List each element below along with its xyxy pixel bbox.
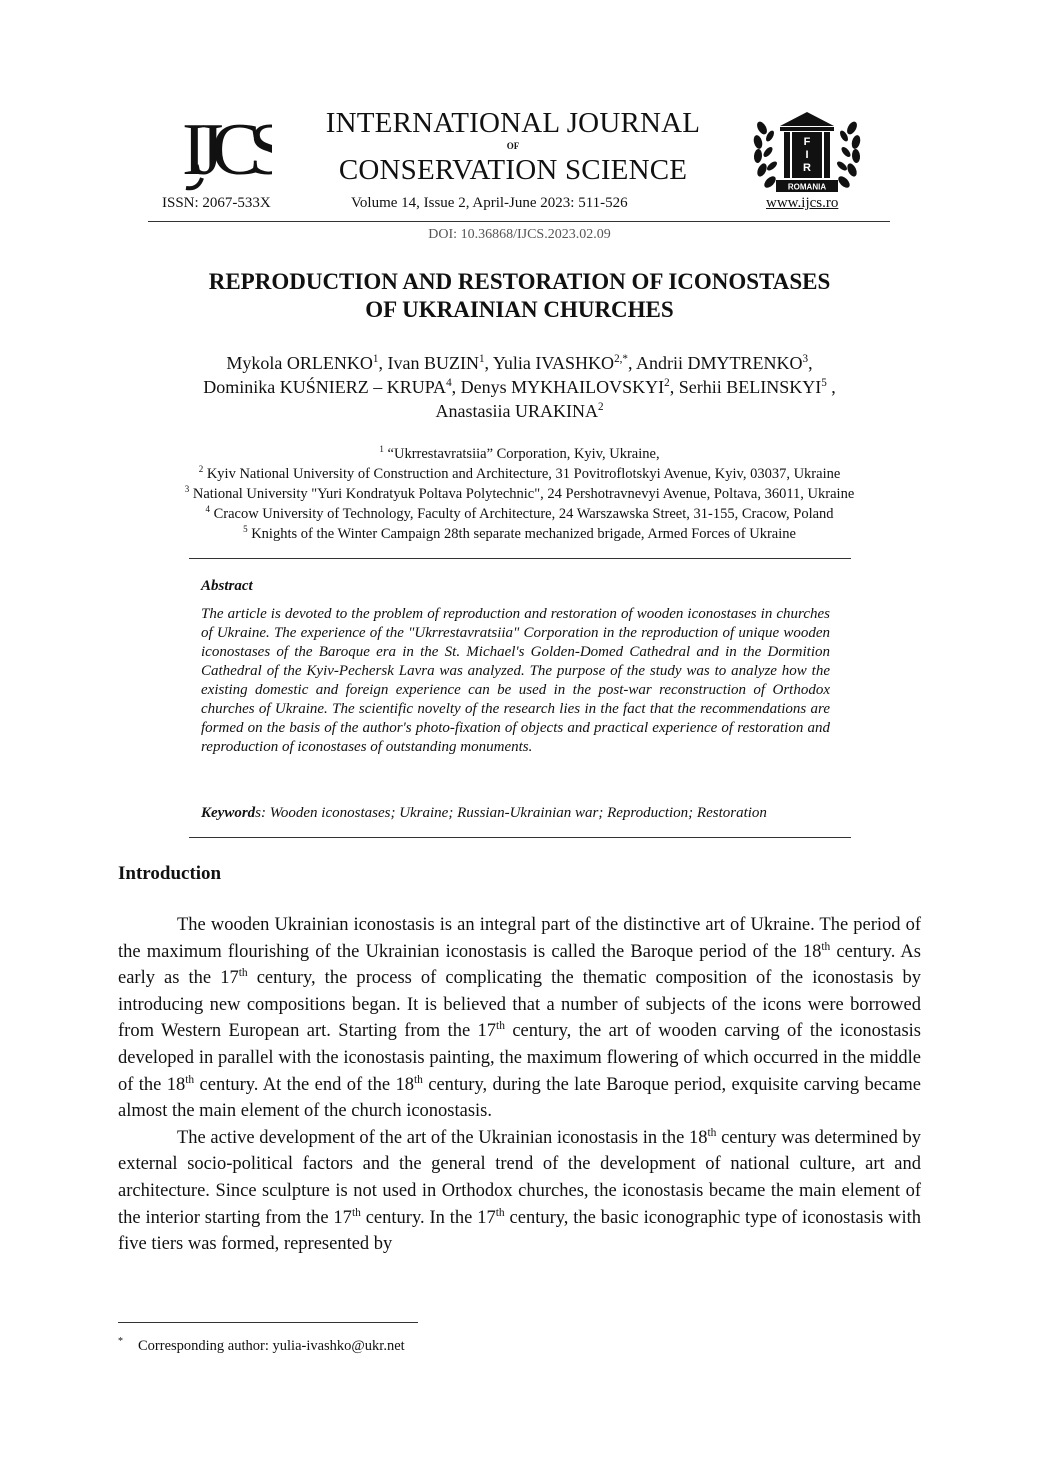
ijcs-logo-graphic (180, 108, 272, 192)
affiliation-line (118, 444, 921, 464)
affiliation-number: 4 (205, 504, 210, 515)
author-name: Yulia IVASHKO (492, 353, 615, 373)
affiliation-line (118, 464, 921, 484)
keywords-label: Keyword (201, 805, 256, 821)
journal-name-of: OF (506, 141, 520, 151)
author-affiliation-mark: 3 (802, 353, 809, 365)
footnote-text: Corresponding author: yulia-ivashko@ukr.net (138, 1338, 405, 1354)
abstract-bottom-divider (189, 837, 851, 838)
author-affiliation-mark: 2 (597, 401, 604, 413)
author-line-1: Mykola ORLENKO$^1$, Ivan BUZIN$^1$, Yulia $IVASHKO^{2,*}$, Andrii DMYTRENKO$^3$, (226, 353, 813, 373)
author-affiliation-mark: 4 (446, 377, 452, 389)
ordinal-superscript: th (707, 1126, 717, 1139)
logo-letter-r: R (803, 162, 811, 174)
affiliation-text: “Ukrrestavratsiia” Corporation, Kyiv, Ukraine, (383, 446, 660, 462)
issn: ISSN: 2067-533X (162, 195, 271, 211)
affiliation-text: Knights of the Winter Campaign 28th separate mechanized brigade, Armed Forces of Ukraine (247, 526, 796, 542)
logo-letter-i: I (805, 149, 809, 161)
affiliation-number: 3 (184, 484, 190, 495)
abstract-top-divider (189, 558, 851, 559)
body-paragraph: The active development of the art of the Ukrainian iconostasis in the 18th century was determined by external socio-political factors and the general trend of the development of national culture, art and architecture. Since sculpture is not used in Orthodox churches, the iconostasis became the main element of the interior starting from the 17th century. In the 17th century, the basic iconographic type of iconostasis with five tiers was formed, represented by (118, 1126, 921, 1255)
journal-name-line1: INTERNATIONAL JOURNAL (325, 107, 701, 139)
affiliation-number: 1 (379, 444, 384, 455)
ijcs-logo (180, 108, 272, 192)
ordinal-superscript: th (821, 940, 831, 953)
footnote: * Corresponding author: yulia-ivashko@ukr.net (118, 1336, 405, 1354)
affiliation-number: 5 (243, 524, 248, 535)
introduction-body (118, 912, 921, 1258)
keywords (201, 804, 841, 823)
author-name: Denys MYKHAILOVSKYI (460, 377, 665, 397)
author-line-2: Dominika KUŚNIERZ – KRUPA$^4$, Denys MYKHAILOVSKYI$^2$, Serhii BELINSKYI$^5$ , (203, 377, 836, 397)
laurel-left-icon (752, 120, 778, 190)
ordinal-superscript: th (238, 967, 248, 980)
affiliation-line (118, 484, 921, 504)
doi: DOI: 10.36868/IJCS.2023.02.09 (428, 227, 611, 242)
body-paragraph: The wooden Ukrainian iconostasis is an integral part of the distinctive art of Ukraine. The period of the maximum flourishing of the Ukrainian iconostasis is called the Baroque period of the 18th century. As early as the 17th century, the process of complicating the thematic composition of the iconostasis by introducing new compositions began. It is believed that a number of subjects of the icons were borrowed from Western European art. Starting from the 17th century, the art of wooden carving of the iconostasis developed in parallel with the iconostasis painting, the maximum flowering of which occurred in the middle of the 18th century. At the end of the 18th century, during the late Baroque period, exquisite carving became almost the main element of the church iconostasis. (118, 915, 921, 1122)
ordinal-superscript: th (496, 1020, 505, 1033)
author-name: Ivan BUZIN (387, 353, 479, 373)
article-title-line1: REPRODUCTION AND RESTORATION OF ICONOSTASES (208, 269, 831, 294)
affiliation-line (118, 524, 921, 544)
author-name: Anastasiia URAKINA (435, 401, 598, 421)
abstract-heading: Abstract (201, 578, 253, 594)
affiliations (118, 444, 921, 544)
author-name: Serhii BELINSKYI (678, 377, 822, 397)
journal-name-line2: CONSERVATION SCIENCE (338, 154, 688, 186)
section-heading-introduction: Introduction (118, 863, 222, 884)
header-divider (148, 221, 890, 222)
fir-romania-logo (748, 108, 866, 196)
author-name: Andrii DMYTRENKO (636, 353, 803, 373)
author-line-3 (118, 399, 921, 423)
affiliation-number: 2 (198, 464, 204, 475)
ijcs-logo-text: IJCS (182, 109, 272, 191)
affiliation-text: National University "Yuri Kondratyuk Poltava Polytechnic", 24 Pershotravnevyi Avenue, Poltava, 36011, Ukraine (189, 486, 855, 502)
keywords-text: s: Wooden iconostases; Ukraine; Russian-Ukrainian war; Reproduction; Restoration (255, 805, 767, 821)
author-affiliation-mark: 2,* (614, 353, 629, 365)
ordinal-superscript: th (351, 1206, 361, 1219)
abstract-text: The article is devoted to the problem of reproduction and restoration of wooden iconostases in churches of Ukraine. The experience of the "Ukrrestavratsiia" Corporation in the reproduction of unique wooden iconostases of the Baroque era in the St. Michael's Golden-Domed Cathedral and in the Dormition Cathedral of the Kyiv-Pechersk Lavra was analyzed. The purpose of the study was to analyze how the existing domestic and foreign experience can be used in the post-war reconstruction of Orthodox churches of Ukraine. The scientific novelty of the research lies in the fact that the recommendations are formed on the basis of the author's photo-fixation of objects and practical experience of restoration and reproduction of iconostases of outstanding monuments. (201, 606, 830, 755)
author-affiliation-mark: 1 (372, 353, 379, 365)
volume-issue: Volume 14, Issue 2, April-June 2023: 511-526 (351, 195, 628, 211)
temple-icon (776, 112, 838, 192)
ordinal-superscript: th (185, 1073, 195, 1086)
author-name: Mykola ORLENKO (226, 353, 373, 373)
affiliation-text: Kyiv National University of Construction and Architecture, 31 Povitroflotskyi Avenue, Kyiv, 03037, Ukraine (203, 466, 841, 482)
website-link[interactable]: www.ijcs.ro (766, 195, 839, 211)
laurel-right-icon (835, 120, 861, 190)
fir-logo-graphic (748, 108, 866, 196)
ordinal-superscript: th (413, 1073, 423, 1086)
ordinal-superscript: th (495, 1206, 505, 1219)
affiliation-text: Cracow University of Technology, Faculty of Architecture, 24 Warszawska Street, 31-155, Cracow, Poland (209, 506, 834, 522)
author-affiliation-mark: 5 (821, 377, 827, 389)
footnote-divider (118, 1322, 418, 1323)
author-list (118, 351, 921, 423)
article-title-line2: OF UKRAINIAN CHURCHES (365, 297, 674, 322)
author-affiliation-mark: 1 (478, 353, 485, 365)
author-affiliation-mark: 2 (664, 377, 670, 389)
author-name: Dominika KUŚNIERZ – KRUPA (203, 377, 447, 397)
article-title (118, 268, 921, 324)
logo-band-text: ROMANIA (787, 182, 827, 192)
affiliation-line (118, 504, 921, 524)
logo-letter-f: F (803, 136, 811, 148)
